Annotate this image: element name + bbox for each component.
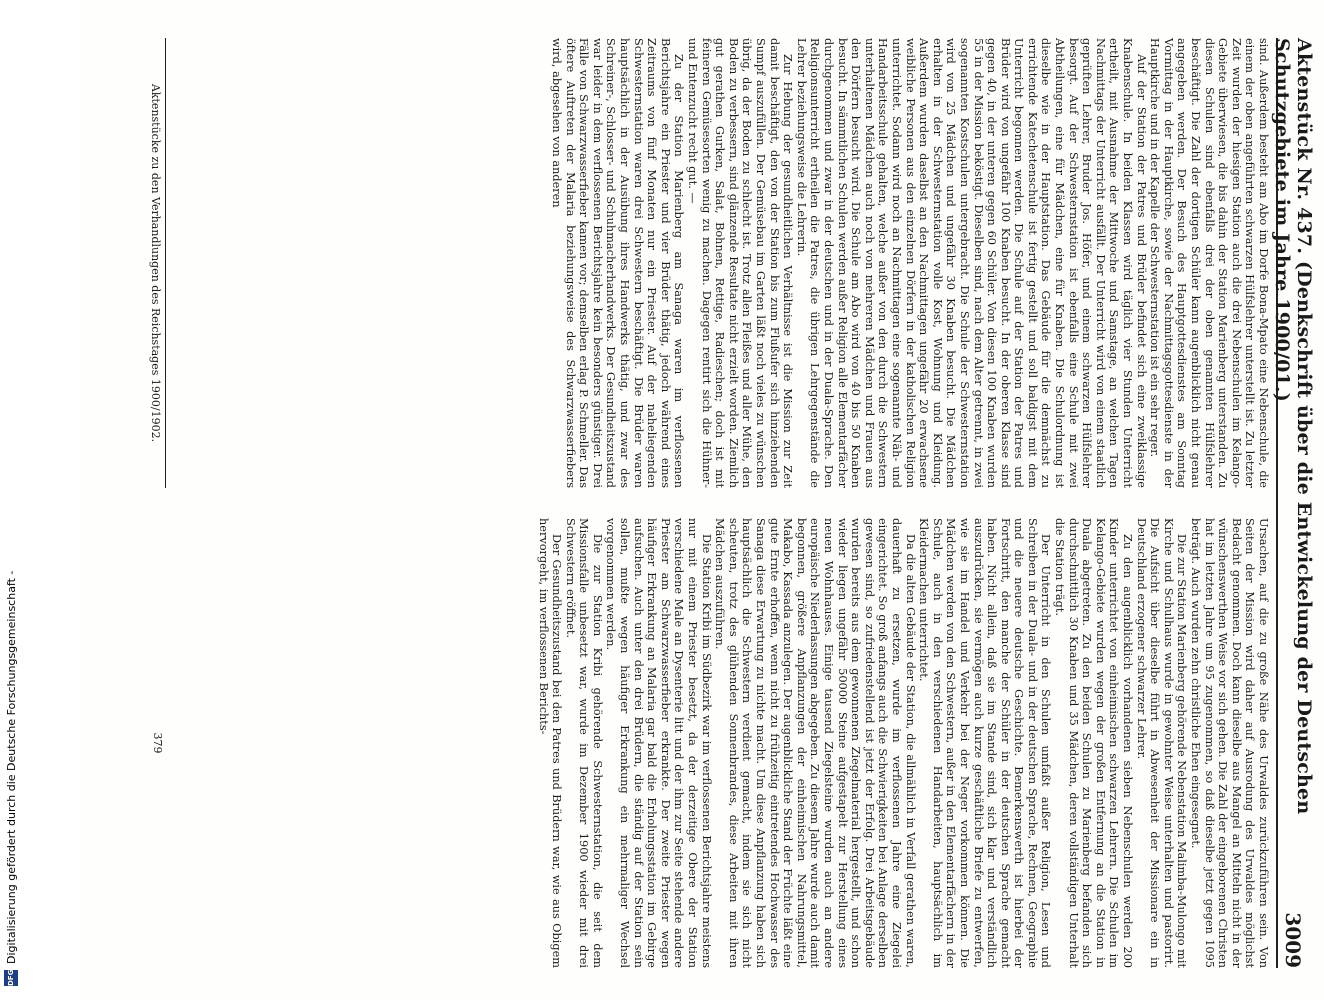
paragraph: Da die alten Gebäude der Station, die allmählich in Verfall gerathen waren, dauerhaft zu ersetzen, wurde im verflossenen Jahre eine Ziegelei eingerichtet. So groß anfangs auch die Schwierigkeiten bei Anlage derselben gewesen sind, so zufriedenstellend ist jetzt der Erfolg. Drei Arbeitsgebäude wurden bereits aus dem gewonnenen Ziegelmaterial hergestellt, und schon wieder liegen ungefähr 50000 Steine aufgestapelt zur Herstellung eines neuen Wohnhauses. Einige tausend Ziegelsteine wurden auch an andere europäische Niederlassungen abgegeben. Zu diesem Jahre wurde auch damit begonnen, größere Anpflanzungen der einheimischen Nahrungsmittel, Makabo, Kassada anzulegen. Der augenblickliche Stand der Früchte läßt eine gute Ernte erhoffen, wenn nicht zu frühzeitig eintretendes Hochwasser des Sanaga diese Erwartung zu nichte macht. Um diese Anpflanzung haben sich hauptsächlich die Schwestern verdient gemacht, indem sie sich nicht scheuten, trotz des glühenden Sonnenbrandes, diese Arbeiten mit ihren Mädchen auszuführen.	[713, 518, 917, 968]
digitization-stamp-strip	[0, 0, 22, 1000]
paragraph: Zu den augenblicklich vorhandenen sieben Nebenschulen werden 200 Kinder unterrichtet von einheimischen schwarzen Lehrern. Die Schulen im Kelango-Gebiete wurden wegen der großen Entfernung an die Station in Duala abgetreten. Zu den beiden Schulen zu Marienberg befanden sich durchschnittlich 30 Knaben und 35 Mädchen, deren vollständigen Unterhalt die Station trägt.	[1053, 518, 1135, 968]
paragraph: Der Unterricht in den Schulen umfaßt außer Religion, Lesen und Schreiben in der Duala- und in der deutschen Sprache, Rechnen, Geographie und die neuere deutsche Geschichte. Bemerkenswerth ist hierbei der Fortschritt, den manche der Schüler in der deutschen Sprache gemacht haben. Nicht allein, daß sie im Stande sind, sich klar und verständlich auszudrücken, sie vermögen auch kurze geschäftliche Briefe zu entwerfen, wie sie im Handel und Verkehr bei der Neger vorkommen können. Die Mädchen werden von den Schwestern, außer in den Elementarfächern in der Schule, auch in den verschiedenen Handarbeiten, hauptsächlich im Kleidermachen unterrichtet.	[917, 518, 1053, 968]
running-header	[1271, 38, 1315, 968]
rotated-page	[80, 0, 1324, 1000]
header-page-number: 3009	[1281, 912, 1305, 968]
scanned-page-viewport	[80, 0, 1324, 1000]
paragraph: sind. Außerdem besteht am Abo im Dorfe Bona-Mpato eine Nebenschule, die einem der oben angeführten schwarzen Hülfslehrer unterstellt ist. Zu letzter Zeit wurden der hiesigen Station auch die drei Nebenschulen im Kelango-Gebiete überwiesen, die bis dahin der Station Marienberg unterstanden. Zu diesen Schulen sind ebenfalls drei der oben genannten Hülfslehrer beschäftigt. Die Zahl der dortigen Schüler kann augenblicklich nicht genau angegeben werden. Der Besuch des Hauptgottesdienstes am Sonntag Vormittag in der Hauptkirche, sowie der Nachmittagsgottesdienste in der Hauptkirche und in der Kapelle der Schwesternstation ist ein sehr reger.	[1148, 38, 1270, 488]
paragraph: Auf der Station der Patres und Brüder befindet sich eine zweiklassige Knabenschule. In beiden Klassen wird täglich vier Stunden Unterricht ertheilt, mit Ausnahme der Mittwoche und Samstage, an welchen Tagen Nachmittags der Unterricht ausfällt. Der Unterricht wird von einem staatlich geprüften Lehrer, Bruder Jos. Höfer, und einem schwarzen Hülfslehrer besorgt. Auf der Schwesternstation ist ebenfalls eine Schule mit zwei Abtheilungen, eine für Mädchen, eine für Knaben. Die Schulordnung ist dieselbe wie in der Hauptstation. Das Gebäude für die demnächst zu errichtende Katechetenschule ist fertig gestellt und soll baldigst mit dem Unterricht begonnen werden. Die Schule auf der Station der Patres und Brüder wird von ungefähr 100 Knaben besucht. In der oberen Klasse sind gegen 40, in der unteren gegen 60 Schüler. Von diesen 100 Knaben wurden 55 in der Mission beköstigt. Dieselben sind, nach dem Alter getrennt, in zwei sogenannten Kostschulen untergebracht. Die Schule der Schwesternstation wird von 25 Mädchen und ungefähr 30 Knaben besucht. Die Mädchen erhalten in der Schwesternstation volle Kost, Wohnung und Kleidung. Außerdem wurden daselbst an den Nachmittagen ungefähr 20 erwachsene weibliche Personen aus den einzelnen Dörfern in der katholischen Religion unterrichtet. Sodann wird noch an Nachmittagen eine sogenannte Näh- und Handarbeitsschule gehalten, welche außer von den durch die Schwestern unterhaltenen Mädchen auch noch von mehreren Mädchen und Frauen aus den Dörfern besucht wird. Die Schule am Abo wird von 40 bis 50 Knaben besucht. In sämmtlichen Schulen werden außer Religion alle Elementarfächer durchgenommen und zwar in der deutschen und in der Duala-Sprache. Den Religionsunterricht ertheilen die Patres, die übrigen Lehrgegenstände die Lehrer beziehungsweise die Lehrerin.	[794, 38, 1148, 488]
paragraph: Ursachen, auf die zu große Nähe des Urwaldes zurückzuführen sein. Von Seiten der Mission wird daher auf Ausrodung des Urwaldes möglichst Bedacht genommen. Doch kann dieselbe aus Mangel an Mitteln nicht in der wünschenswerthen Weise vor sich gehen. Die Zahl der eingeborenen Christen hat im letzten Jahre um 95 zugenommen, so daß dieselbe jetzt gegen 1095 beträgt. Auch wurden zehn christliche Ehen eingesegnet.	[1189, 518, 1270, 968]
paragraph: Die zur Station Kribi gehörende Schwesternstation, die seit dem Missionsfalle unbesetzt war, wurde im Dezember 1900 wieder mit drei Schwestern eröffnet.	[563, 518, 604, 968]
text-column-left	[550, 38, 1270, 488]
dfg-logo-icon: DFG	[4, 970, 18, 986]
footer-line: Aktenstücke zu den Verhandlungen des Reichstages 1900/1902.	[149, 38, 166, 488]
paragraph: Die Station Kribi im Südbezirk war im verflossenen Berichtsjahre meistens nur mit einem Priester besetzt, da der derzeitige Obere der Station verschiedene Male an Dysenterie litt und der ihm zur Seite stehende andere Priester am Schwarzwasserfieber erkrankte. Der zweite Priester wegen häufiger Erkrankung an Malaria gar bald die Erholungsstation im Gebirge aufsuchen. Auch unter den drei Brüdern, die ständig auf der Station sein sollen, mußte wegen häufiger Erkrankung ein mehrmaliger Wechsel vorgenommen werden.	[604, 518, 713, 968]
paragraph: Zu der Station Marienberg am Sanaga waren im verflossenen Berichtsjahre ein Priester und vier Brüder thätig, jedoch während eines Zeitraums von fünf Monaten nur ein Priester. Auf der naheliegenden Schwesternstation waren drei Schwestern beschäftigt. Die Brüder waren hauptsächlich in der Ausübung ihres Handwerks thätig, und zwar des Schreiner-, Schlosser- und Schuhmacherhandwerks. Der Gesundheitszustand war leider in dem verflossenen Berichtsjahre kein besonders günstiger. Drei Fälle von Schwarzwasserfieber kamen vor; demselben erlag P. Schmeller. Das öftere Auftreten der Malaria beziehungsweise des Schwarzwasserfiebers wird, abgesehen von anderen	[550, 38, 686, 488]
text-column-right	[536, 518, 1270, 968]
digitization-stamp	[0, 0, 22, 1000]
footer-page-number: 379	[151, 732, 164, 754]
paragraph: Der Gesundheitszustand bei den Patres und Brüdern war, wie aus Obigem hervorgeht, im verflossenen Berichts-	[536, 518, 564, 968]
stamp-text: Digitalisierung gefördert durch die Deutsche Forschungsgemeinschaft -	[4, 570, 18, 964]
paragraph: Zur Hebung der gesundheitlichen Verhältnisse ist die Mission zur Zeit damit beschäftigt, den von der Station bis zum Flußufer sich hinziehenden Sumpf auszufüllen. Der Gemüsebau im Garten läßt noch vieles zu wünschen übrig, da der Boden zu schlecht ist. Trotz allen Fleißes und aller Mühe, den Boden zu verbessern, sind glänzende Resultate nicht erzielt worden. Ziemlich gut gerathen Gurken, Salat, Bohnen, Rettige, Radieschen; doch ist mit feineren Gemüsesorten wenig zu machen. Dagegen rentirt sich die Hühner- und Entenzucht recht gut. —	[686, 38, 795, 488]
running-title: Aktenstück Nr. 437. (Denkschrift über die Entwickelung der Deutschen Schutzgebiete im Jahre 1900/01.)	[1271, 38, 1315, 815]
paragraph: Die zur Station Marienberg gehörende Nebenstation Malimba-Mulongo mit Kirche und Schulhaus wurde in gewohnter Weise unterhalten und pastorirt. Die Aufsicht über dieselbe führt in Abwesenheit der Missionare ein in Deutschland erzogener schwarzer Lehrer.	[1134, 518, 1189, 968]
